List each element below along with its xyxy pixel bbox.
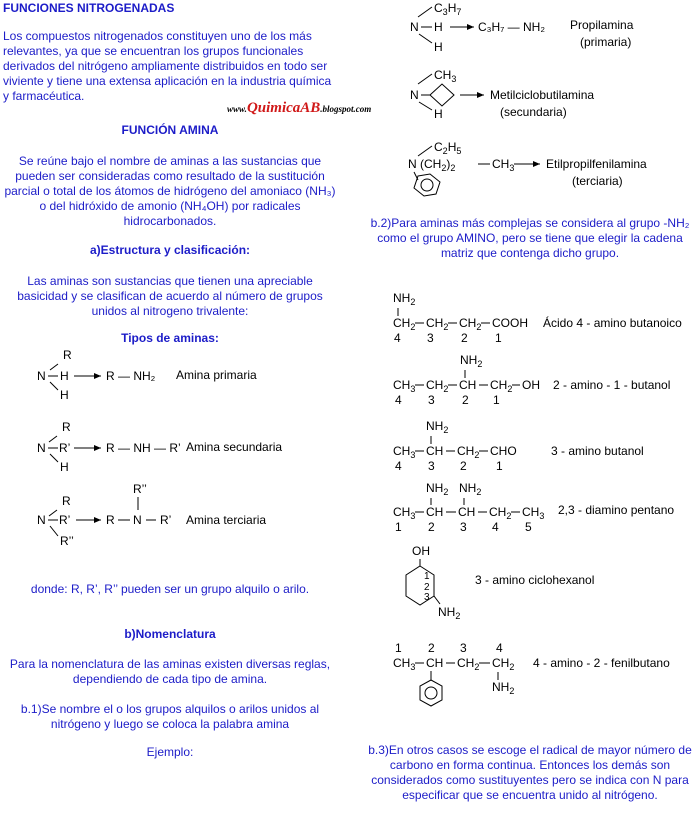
amina-definition: Se reúne bajo el nombre de aminas a las sustancias que pueden ser consideradas como resultado de la sustitución parcial o total de los átomos de hidrógeno del amoniaco (NH₃) o del hidróxido de amonio (NH₄OH) por radicales hidrocarbonados. (4, 154, 336, 228)
svg-text:CH2: $CH_2$ (426, 316, 449, 332)
svg-text:CH: CH (426, 656, 444, 670)
svg-text:1: 1 (496, 459, 503, 473)
svg-text:3: 3 (427, 331, 434, 345)
svg-text:CH: CH (426, 444, 444, 458)
svg-text:3: 3 (460, 520, 467, 534)
ex3-type: (terciaria) (572, 174, 623, 188)
svg-text:H: H (60, 369, 69, 383)
svg-text:1: 1 (395, 641, 402, 655)
primaria-name: Amina primaria (176, 368, 257, 382)
etilpropilfenilamina-diagram (408, 140, 647, 196)
svg-text:NH2: $NH_2$ (438, 605, 461, 621)
svg-text:CH2: $CH_2$ (492, 656, 515, 672)
svg-text:R’: R’ (160, 513, 172, 527)
svg-text:2: 2 (428, 641, 435, 655)
section-b-heading: b)Nomenclatura (124, 627, 216, 641)
svg-text:2: 2 (460, 459, 467, 473)
ex1-type: (primaria) (580, 35, 632, 49)
svg-text:H: H (434, 40, 443, 54)
svg-text:CH3: $CH_3$ (393, 378, 416, 394)
propilamina-diagram (410, 1, 634, 54)
svg-text:5: 5 (525, 520, 532, 534)
b2-text: b.2)Para aminas más complejas se considera al grupo -NH₂ como el grupo AMINO, pero se tiene que elegir la cadena matriz que contenga dicho grupo. (370, 216, 690, 260)
watermark-prefix: www. (227, 104, 247, 114)
terciaria-name: Amina terciaria (186, 513, 267, 527)
svg-text:H: H (434, 107, 443, 121)
ex1-name: Propilamina (570, 18, 634, 32)
svg-text:NH2: $NH_2$ (426, 481, 449, 497)
svg-text:CH3: $CH_3$ (393, 656, 416, 672)
svg-text:1: 1 (395, 520, 402, 534)
svg-text:C3H7: $C_3H_7$ (434, 1, 462, 17)
svg-text:H: H (60, 460, 69, 474)
ex1-product: C₃H₇ — NH₂ (478, 20, 546, 34)
svg-text:H: H (434, 20, 443, 34)
watermark-brand: QuimicaAB (246, 100, 321, 116)
svg-text:NH2: $NH_2$ (459, 481, 482, 497)
svg-text:CH3: $CH_3$ (522, 505, 545, 521)
svg-text:N: N (133, 513, 142, 527)
amina-primaria-diagram (37, 348, 257, 402)
compound-6-name: 4 - amino - 2 - fenilbutano (533, 656, 670, 670)
svg-text:NH2: $NH_2$ (460, 353, 483, 369)
ejemplo-label: Ejemplo: (146, 745, 194, 759)
compound-4-diagram (393, 481, 674, 534)
svg-text:2: 2 (462, 393, 469, 407)
primaria-product: R — NH₂ (106, 369, 156, 383)
svg-text:1: 1 (493, 393, 500, 407)
svg-text:N: N (410, 20, 419, 34)
svg-text:CHO: CHO (490, 444, 517, 458)
svg-text:CH2: $CH_2$ (489, 505, 512, 521)
secundaria-name: Amina secundaria (186, 440, 283, 454)
svg-text:R’: R’ (59, 513, 71, 527)
svg-text:1: 1 (424, 571, 430, 582)
svg-text:CH3: $CH_3$ (393, 505, 416, 521)
svg-text:CH2: $CH_2$ (457, 444, 480, 460)
tipos-heading: Tipos de aminas: (121, 331, 219, 345)
secundaria-product: R — NH — R’ (106, 441, 181, 455)
svg-text:CH2: $CH_2$ (426, 378, 449, 394)
svg-text:NH2: $NH_2$ (393, 291, 416, 307)
amina-terciaria-diagram (37, 482, 266, 548)
amina-heading: FUNCIÓN AMINA (121, 123, 219, 137)
svg-text:CH3: $CH_3$ (393, 444, 416, 460)
ex2-name: Metilciclobutilamina (490, 88, 595, 102)
svg-text:R: R (63, 348, 72, 362)
svg-text:3: 3 (428, 459, 435, 473)
compound-3-name: 3 - amino butanol (551, 444, 644, 458)
ex2-type: (secundaria) (500, 105, 567, 119)
svg-text:OH: OH (522, 378, 540, 392)
svg-text:2: 2 (461, 331, 468, 345)
svg-text:2: 2 (428, 520, 435, 534)
amina-secundaria-diagram (37, 420, 282, 474)
svg-text:3: 3 (460, 641, 467, 655)
svg-text:NH2: $NH_2$ (426, 419, 449, 435)
svg-text:R: R (62, 420, 71, 434)
b3-text: b.3)En otros casos se escoge el radical de mayor número de carbono en forma continua. Entonces los demás son considerados como sustituyentes pero se indica con N para especificar que se encuentra unido al nitrógeno. (368, 743, 692, 802)
svg-text:3: 3 (428, 393, 435, 407)
compound-4-name: 2,3 - diamino pentano (558, 503, 675, 517)
svg-text:N: N (37, 441, 46, 455)
svg-text:N: N (37, 369, 46, 383)
svg-text:2: 2 (424, 582, 430, 593)
svg-text:R’: R’ (59, 441, 71, 455)
compound-2-diagram (393, 353, 670, 407)
compound-2-name: 2 - amino - 1 - butanol (553, 378, 671, 392)
svg-text:CH: CH (459, 378, 477, 392)
section-a-text: Las aminas son sustancias que tienen una apreciable basicidad y se clasifican de acuerdo al número de grupos unidos al nitrogeno trivalente: (17, 274, 323, 318)
compound-1-name: Ácido 4 - amino butanoico (543, 316, 682, 330)
svg-text:COOH: COOH (492, 316, 528, 330)
section-b-text: Para la nomenclatura de las aminas existen diversas reglas, dependiendo de cada tipo de amina. (9, 657, 331, 686)
compound-5-name: 3 - amino ciclohexanol (475, 573, 595, 587)
compound-1-diagram (393, 291, 682, 345)
svg-text:C2H5: $C_2H_5$ (434, 140, 462, 156)
svg-text:N: N (37, 513, 46, 527)
svg-text:CH: CH (426, 505, 444, 519)
svg-text:4: 4 (496, 641, 503, 655)
svg-text:CH2: $CH_2$ (490, 378, 513, 394)
metilciclobutilamina-diagram (410, 68, 594, 121)
intro-paragraph: Los compuestos nitrogenados constituyen uno de los más relevantes, ya que se encuentran los grupos funcionales derivados del nitrógeno ampliamente distribuidos en todo ser viviente y tiene una extensa aplicación en la industria química y farmacéutica. (3, 29, 332, 103)
svg-text:NH2: $NH_2$ (492, 680, 515, 696)
svg-text:R’’: R’’ (60, 534, 74, 548)
ex3-name: Etilpropilfenilamina (546, 157, 647, 171)
page-title: FUNCIONES NITROGENADAS (3, 1, 175, 15)
svg-text:4: 4 (394, 331, 401, 345)
watermark-suffix: .blogspot.com (320, 104, 372, 114)
svg-text:CH3: $CH_3$ (492, 157, 515, 173)
svg-text:4: 4 (395, 393, 402, 407)
svg-text:R: R (62, 494, 71, 508)
svg-text:CH3: $CH_3$ (434, 68, 457, 84)
svg-text:CH2: $CH_2$ (459, 316, 482, 332)
svg-text:N: N (408, 157, 417, 171)
svg-text:OH: OH (412, 544, 430, 558)
donde-text: donde: R, R’, R’’ pueden ser un grupo alquilo o arilo. (30, 582, 310, 596)
compound-3-diagram (393, 419, 644, 473)
svg-text:4: 4 (492, 520, 499, 534)
svg-text:H: H (60, 388, 69, 402)
svg-text:4: 4 (395, 459, 402, 473)
compound-5-diagram (406, 544, 594, 621)
svg-text:CH: CH (458, 505, 476, 519)
svg-text:N: N (410, 88, 419, 102)
b1-text: b.1)Se nombre el o los grupos alquilos o arilos unidos al nitrógeno y luego se coloca la palabra amina (20, 702, 320, 731)
svg-text:CH2: $CH_2$ (457, 656, 480, 672)
section-a-heading: a)Estructura y clasificación: (89, 243, 251, 257)
svg-text:3: 3 (424, 592, 430, 603)
svg-text:1: 1 (495, 331, 502, 345)
svg-text:R: R (106, 513, 115, 527)
svg-text:R’’: R’’ (133, 482, 147, 496)
compound-6-diagram (393, 641, 670, 706)
svg-text:CH2: $CH_2$ (393, 316, 416, 332)
svg-text:(CH2)2: $(CH_2)_2$ (420, 157, 456, 173)
